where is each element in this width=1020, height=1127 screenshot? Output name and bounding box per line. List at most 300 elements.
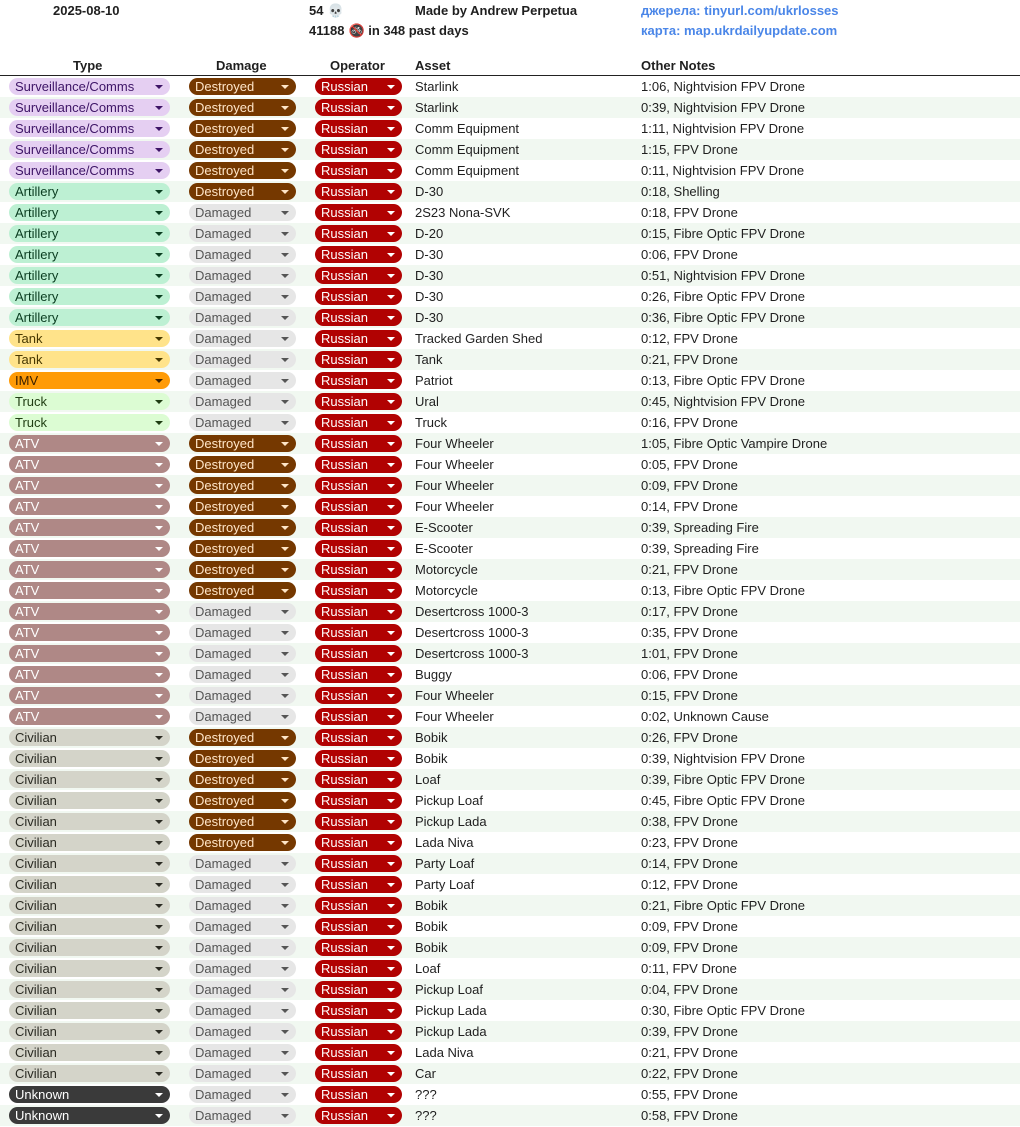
operator-dropdown[interactable]	[315, 897, 402, 914]
type-value: Artillery	[15, 226, 59, 241]
operator-dropdown[interactable]	[315, 1002, 402, 1019]
damage-dropdown[interactable]	[189, 603, 296, 620]
chevron-down-icon	[387, 568, 395, 572]
type-value: Civilian	[15, 877, 57, 892]
damage-dropdown[interactable]	[189, 561, 296, 578]
chevron-down-icon	[155, 1009, 163, 1013]
damage-value: Destroyed	[195, 457, 255, 472]
table-row	[0, 937, 1020, 958]
chevron-down-icon	[155, 253, 163, 257]
table-row	[0, 538, 1020, 559]
type-dropdown[interactable]	[9, 939, 170, 956]
damage-dropdown[interactable]	[189, 687, 296, 704]
table-row	[0, 97, 1020, 118]
operator-value: Russian	[321, 835, 368, 850]
operator-dropdown[interactable]	[315, 267, 402, 284]
type-dropdown[interactable]	[9, 78, 170, 95]
damage-value: Destroyed	[195, 163, 255, 178]
operator-value: Russian	[321, 604, 368, 619]
damage-dropdown[interactable]	[189, 1044, 296, 1061]
damage-dropdown[interactable]	[189, 708, 296, 725]
type-value: Civilian	[15, 814, 57, 829]
operator-dropdown[interactable]	[315, 981, 402, 998]
asset-cell: D-20	[415, 226, 444, 241]
notes-cell: 1:05, Fibre Optic Vampire Drone	[641, 436, 828, 451]
damage-dropdown[interactable]	[189, 792, 296, 809]
sources-link[interactable]: джерела: tinyurl.com/ukrlosses	[641, 3, 839, 18]
total-count-suffix: in 348 past days	[368, 23, 469, 38]
notes-cell: 1:06, Nightvision FPV Drone	[641, 79, 806, 94]
operator-dropdown[interactable]	[315, 960, 402, 977]
operator-dropdown[interactable]	[315, 561, 402, 578]
type-dropdown[interactable]	[9, 624, 170, 641]
operator-value: Russian	[321, 100, 368, 115]
notes-cell: 0:09, FPV Drone	[641, 478, 738, 493]
damage-value: Damaged	[195, 1045, 252, 1060]
chevron-down-icon	[387, 841, 395, 845]
type-value: ATV	[15, 541, 40, 556]
operator-dropdown[interactable]	[315, 729, 402, 746]
operator-dropdown[interactable]	[315, 351, 402, 368]
operator-dropdown[interactable]	[315, 225, 402, 242]
operator-dropdown[interactable]	[315, 1086, 402, 1103]
damage-dropdown[interactable]	[189, 1002, 296, 1019]
damage-dropdown[interactable]	[189, 330, 296, 347]
chevron-down-icon	[281, 694, 289, 698]
damage-dropdown[interactable]	[189, 897, 296, 914]
chevron-down-icon	[155, 673, 163, 677]
type-value: ATV	[15, 499, 40, 514]
damage-dropdown[interactable]	[189, 99, 296, 116]
operator-dropdown[interactable]	[315, 1023, 402, 1040]
type-dropdown[interactable]	[9, 918, 170, 935]
notes-cell: 0:11, Nightvision FPV Drone	[641, 163, 805, 178]
chevron-down-icon	[387, 946, 395, 950]
chevron-down-icon	[155, 190, 163, 194]
asset-cell: Motorcycle	[415, 562, 478, 577]
type-dropdown[interactable]	[9, 771, 170, 788]
operator-dropdown[interactable]	[315, 183, 402, 200]
damage-value: Destroyed	[195, 793, 255, 808]
type-value: Civilian	[15, 940, 57, 955]
operator-dropdown[interactable]	[315, 372, 402, 389]
damage-dropdown[interactable]	[189, 1023, 296, 1040]
type-dropdown[interactable]	[9, 897, 170, 914]
operator-dropdown[interactable]	[315, 582, 402, 599]
operator-dropdown[interactable]	[315, 162, 402, 179]
chevron-down-icon	[387, 400, 395, 404]
chevron-down-icon	[155, 442, 163, 446]
daily-count-value: 54	[309, 3, 324, 18]
damage-value: Damaged	[195, 373, 252, 388]
type-dropdown[interactable]	[9, 414, 170, 431]
operator-dropdown[interactable]	[315, 708, 402, 725]
chevron-down-icon	[155, 421, 163, 425]
operator-dropdown[interactable]	[315, 1065, 402, 1082]
operator-dropdown[interactable]	[315, 624, 402, 641]
type-dropdown[interactable]	[9, 876, 170, 893]
damage-dropdown[interactable]	[189, 855, 296, 872]
asset-cell: Starlink	[415, 100, 459, 115]
chevron-down-icon	[155, 715, 163, 719]
column-header-notes: Other Notes	[641, 58, 716, 73]
chevron-down-icon	[387, 883, 395, 887]
type-dropdown[interactable]	[9, 603, 170, 620]
operator-value: Russian	[321, 352, 368, 367]
asset-cell: Car	[415, 1066, 436, 1081]
type-dropdown[interactable]	[9, 540, 170, 557]
asset-cell: Loaf	[415, 961, 441, 976]
operator-dropdown[interactable]	[315, 771, 402, 788]
operator-dropdown[interactable]	[315, 666, 402, 683]
column-header-damage: Damage	[216, 58, 267, 73]
chevron-down-icon	[387, 799, 395, 803]
losses-table	[0, 76, 1020, 1126]
chevron-down-icon	[155, 925, 163, 929]
type-dropdown[interactable]	[9, 1086, 170, 1103]
asset-cell: Lada Niva	[415, 835, 474, 850]
chevron-down-icon	[155, 589, 163, 593]
type-dropdown[interactable]	[9, 1065, 170, 1082]
operator-value: Russian	[321, 1024, 368, 1039]
operator-dropdown[interactable]	[315, 687, 402, 704]
type-dropdown[interactable]	[9, 246, 170, 263]
chevron-down-icon	[155, 904, 163, 908]
damage-dropdown[interactable]	[189, 540, 296, 557]
chevron-down-icon	[155, 127, 163, 131]
asset-cell: Desertcross 1000-3	[415, 625, 529, 640]
chevron-down-icon	[281, 463, 289, 467]
damage-dropdown[interactable]	[189, 435, 296, 452]
damage-value: Damaged	[195, 688, 252, 703]
asset-cell: Truck	[415, 415, 448, 430]
damage-dropdown[interactable]	[189, 876, 296, 893]
damage-dropdown[interactable]	[189, 519, 296, 536]
type-dropdown[interactable]	[9, 792, 170, 809]
table-row	[0, 76, 1020, 97]
type-dropdown[interactable]	[9, 204, 170, 221]
operator-dropdown[interactable]	[315, 1107, 402, 1124]
table-row	[0, 601, 1020, 622]
type-dropdown[interactable]	[9, 456, 170, 473]
type-dropdown[interactable]	[9, 309, 170, 326]
damage-dropdown[interactable]	[189, 183, 296, 200]
operator-dropdown[interactable]	[315, 498, 402, 515]
damage-dropdown[interactable]	[189, 1086, 296, 1103]
operator-value: Russian	[321, 814, 368, 829]
damage-value: Destroyed	[195, 478, 255, 493]
type-value: ATV	[15, 688, 40, 703]
chevron-down-icon	[281, 1051, 289, 1055]
operator-dropdown[interactable]	[315, 78, 402, 95]
operator-dropdown[interactable]	[315, 204, 402, 221]
chevron-down-icon	[387, 610, 395, 614]
type-dropdown[interactable]	[9, 708, 170, 725]
operator-value: Russian	[321, 919, 368, 934]
type-dropdown[interactable]	[9, 729, 170, 746]
type-value: ATV	[15, 583, 40, 598]
type-value: ATV	[15, 562, 40, 577]
type-dropdown[interactable]	[9, 351, 170, 368]
chevron-down-icon	[155, 106, 163, 110]
type-dropdown[interactable]	[9, 498, 170, 515]
table-row	[0, 895, 1020, 916]
chevron-down-icon	[387, 211, 395, 215]
damage-dropdown[interactable]	[189, 246, 296, 263]
type-dropdown[interactable]	[9, 687, 170, 704]
damage-value: Damaged	[195, 247, 252, 262]
asset-cell: Desertcross 1000-3	[415, 604, 529, 619]
table-row	[0, 1063, 1020, 1084]
type-value: Civilian	[15, 835, 57, 850]
type-value: Civilian	[15, 1045, 57, 1060]
damage-value: Destroyed	[195, 121, 255, 136]
type-dropdown[interactable]	[9, 267, 170, 284]
damage-value: Destroyed	[195, 814, 255, 829]
operator-dropdown[interactable]	[315, 939, 402, 956]
chevron-down-icon	[387, 589, 395, 593]
damage-dropdown[interactable]	[189, 750, 296, 767]
type-value: Civilian	[15, 1003, 57, 1018]
chevron-down-icon	[281, 631, 289, 635]
damage-dropdown[interactable]	[189, 351, 296, 368]
damage-value: Destroyed	[195, 562, 255, 577]
damage-dropdown[interactable]	[189, 813, 296, 830]
type-dropdown[interactable]	[9, 288, 170, 305]
damage-dropdown[interactable]	[189, 645, 296, 662]
chevron-down-icon	[387, 1072, 395, 1076]
asset-cell: D-30	[415, 268, 444, 283]
damage-dropdown[interactable]	[189, 162, 296, 179]
damage-dropdown[interactable]	[189, 981, 296, 998]
chevron-down-icon	[387, 778, 395, 782]
type-dropdown[interactable]	[9, 1002, 170, 1019]
notes-cell: 0:06, FPV Drone	[641, 667, 738, 682]
table-row	[0, 160, 1020, 181]
type-dropdown[interactable]	[9, 1107, 170, 1124]
operator-value: Russian	[321, 142, 368, 157]
chevron-down-icon	[387, 232, 395, 236]
type-dropdown[interactable]	[9, 582, 170, 599]
operator-dropdown[interactable]	[315, 876, 402, 893]
operator-dropdown[interactable]	[315, 435, 402, 452]
chevron-down-icon	[387, 1114, 395, 1118]
notes-cell: 0:18, FPV Drone	[641, 205, 738, 220]
chevron-down-icon	[281, 988, 289, 992]
operator-dropdown[interactable]	[315, 414, 402, 431]
operator-dropdown[interactable]	[315, 99, 402, 116]
notes-cell: 0:21, FPV Drone	[641, 562, 738, 577]
damage-dropdown[interactable]	[189, 498, 296, 515]
chevron-down-icon	[387, 757, 395, 761]
operator-value: Russian	[321, 856, 368, 871]
damage-dropdown[interactable]	[189, 729, 296, 746]
operator-dropdown[interactable]	[315, 855, 402, 872]
table-row	[0, 139, 1020, 160]
damage-value: Destroyed	[195, 184, 255, 199]
operator-dropdown[interactable]	[315, 456, 402, 473]
damage-dropdown[interactable]	[189, 1107, 296, 1124]
operator-dropdown[interactable]	[315, 477, 402, 494]
damage-dropdown[interactable]	[189, 309, 296, 326]
chevron-down-icon	[387, 526, 395, 530]
chevron-down-icon	[155, 232, 163, 236]
damage-dropdown[interactable]	[189, 918, 296, 935]
damage-dropdown[interactable]	[189, 582, 296, 599]
table-row	[0, 1084, 1020, 1105]
asset-cell: ???	[415, 1087, 437, 1102]
damage-value: Damaged	[195, 268, 252, 283]
operator-dropdown[interactable]	[315, 120, 402, 137]
table-row	[0, 349, 1020, 370]
chevron-down-icon	[281, 400, 289, 404]
type-dropdown[interactable]	[9, 750, 170, 767]
table-row	[0, 769, 1020, 790]
operator-dropdown[interactable]	[315, 141, 402, 158]
chevron-down-icon	[281, 211, 289, 215]
operator-dropdown[interactable]	[315, 519, 402, 536]
chevron-down-icon	[281, 505, 289, 509]
type-dropdown[interactable]	[9, 1023, 170, 1040]
damage-dropdown[interactable]	[189, 624, 296, 641]
type-dropdown[interactable]	[9, 855, 170, 872]
type-dropdown[interactable]	[9, 645, 170, 662]
type-dropdown[interactable]	[9, 141, 170, 158]
type-dropdown[interactable]	[9, 183, 170, 200]
operator-dropdown[interactable]	[315, 918, 402, 935]
operator-dropdown[interactable]	[315, 1044, 402, 1061]
operator-value: Russian	[321, 625, 368, 640]
operator-value: Russian	[321, 1108, 368, 1123]
type-dropdown[interactable]	[9, 960, 170, 977]
damage-value: Destroyed	[195, 751, 255, 766]
asset-cell: Pickup Lada	[415, 814, 487, 829]
chevron-down-icon	[387, 421, 395, 425]
type-dropdown[interactable]	[9, 813, 170, 830]
damage-value: Destroyed	[195, 520, 255, 535]
damage-dropdown[interactable]	[189, 267, 296, 284]
type-dropdown[interactable]	[9, 981, 170, 998]
operator-value: Russian	[321, 205, 368, 220]
notes-cell: 0:11, FPV Drone	[641, 961, 737, 976]
damage-value: Destroyed	[195, 541, 255, 556]
damage-value: Damaged	[195, 331, 252, 346]
damage-value: Damaged	[195, 709, 252, 724]
type-dropdown[interactable]	[9, 1044, 170, 1061]
chevron-down-icon	[387, 862, 395, 866]
operator-dropdown[interactable]	[315, 792, 402, 809]
chevron-down-icon	[281, 925, 289, 929]
damage-dropdown[interactable]	[189, 477, 296, 494]
chevron-down-icon	[387, 1009, 395, 1013]
damage-dropdown[interactable]	[189, 78, 296, 95]
operator-value: Russian	[321, 751, 368, 766]
type-dropdown[interactable]	[9, 372, 170, 389]
type-dropdown[interactable]	[9, 330, 170, 347]
damage-dropdown[interactable]	[189, 225, 296, 242]
chevron-down-icon	[281, 673, 289, 677]
type-dropdown[interactable]	[9, 435, 170, 452]
operator-value: Russian	[321, 478, 368, 493]
damage-dropdown[interactable]	[189, 456, 296, 473]
asset-cell: Bobik	[415, 730, 448, 745]
table-row	[0, 475, 1020, 496]
type-dropdown[interactable]	[9, 477, 170, 494]
operator-dropdown[interactable]	[315, 540, 402, 557]
table-row	[0, 916, 1020, 937]
damage-dropdown[interactable]	[189, 393, 296, 410]
operator-dropdown[interactable]	[315, 393, 402, 410]
type-dropdown[interactable]	[9, 225, 170, 242]
chevron-down-icon	[155, 211, 163, 215]
notes-cell: 0:26, FPV Drone	[641, 730, 738, 745]
operator-dropdown[interactable]	[315, 330, 402, 347]
type-dropdown[interactable]	[9, 561, 170, 578]
damage-dropdown[interactable]	[189, 372, 296, 389]
operator-dropdown[interactable]	[315, 813, 402, 830]
type-dropdown[interactable]	[9, 120, 170, 137]
chevron-down-icon	[387, 736, 395, 740]
damage-dropdown[interactable]	[189, 960, 296, 977]
type-dropdown[interactable]	[9, 666, 170, 683]
column-header-row	[0, 56, 1020, 76]
type-value: Surveillance/Comms	[15, 121, 135, 136]
chevron-down-icon	[155, 694, 163, 698]
chevron-down-icon	[155, 547, 163, 551]
operator-dropdown[interactable]	[315, 603, 402, 620]
table-row	[0, 370, 1020, 391]
type-dropdown[interactable]	[9, 519, 170, 536]
type-value: Artillery	[15, 268, 59, 283]
damage-dropdown[interactable]	[189, 141, 296, 158]
damage-dropdown[interactable]	[189, 120, 296, 137]
notes-cell: 0:21, Fibre Optic FPV Drone	[641, 898, 806, 913]
chevron-down-icon	[155, 463, 163, 467]
damage-value: Damaged	[195, 625, 252, 640]
damage-dropdown[interactable]	[189, 1065, 296, 1082]
type-dropdown[interactable]	[9, 393, 170, 410]
chevron-down-icon	[281, 652, 289, 656]
type-value: ATV	[15, 520, 40, 535]
operator-dropdown[interactable]	[315, 309, 402, 326]
damage-dropdown[interactable]	[189, 939, 296, 956]
chevron-down-icon	[281, 1030, 289, 1034]
operator-dropdown[interactable]	[315, 246, 402, 263]
asset-cell: Four Wheeler	[415, 499, 494, 514]
chevron-down-icon	[155, 1072, 163, 1076]
operator-value: Russian	[321, 499, 368, 514]
type-dropdown[interactable]	[9, 162, 170, 179]
damage-dropdown[interactable]	[189, 666, 296, 683]
operator-dropdown[interactable]	[315, 288, 402, 305]
damage-dropdown[interactable]	[189, 288, 296, 305]
type-value: Civilian	[15, 856, 57, 871]
type-value: Surveillance/Comms	[15, 100, 135, 115]
asset-cell: Pickup Loaf	[415, 793, 483, 808]
operator-dropdown[interactable]	[315, 645, 402, 662]
type-dropdown[interactable]	[9, 99, 170, 116]
map-link[interactable]: карта: map.ukrdailyupdate.com	[641, 23, 838, 38]
damage-dropdown[interactable]	[189, 834, 296, 851]
operator-dropdown[interactable]	[315, 750, 402, 767]
type-dropdown[interactable]	[9, 834, 170, 851]
table-row	[0, 832, 1020, 853]
chevron-down-icon	[281, 169, 289, 173]
damage-dropdown[interactable]	[189, 414, 296, 431]
operator-dropdown[interactable]	[315, 834, 402, 851]
damage-dropdown[interactable]	[189, 771, 296, 788]
damage-dropdown[interactable]	[189, 204, 296, 221]
